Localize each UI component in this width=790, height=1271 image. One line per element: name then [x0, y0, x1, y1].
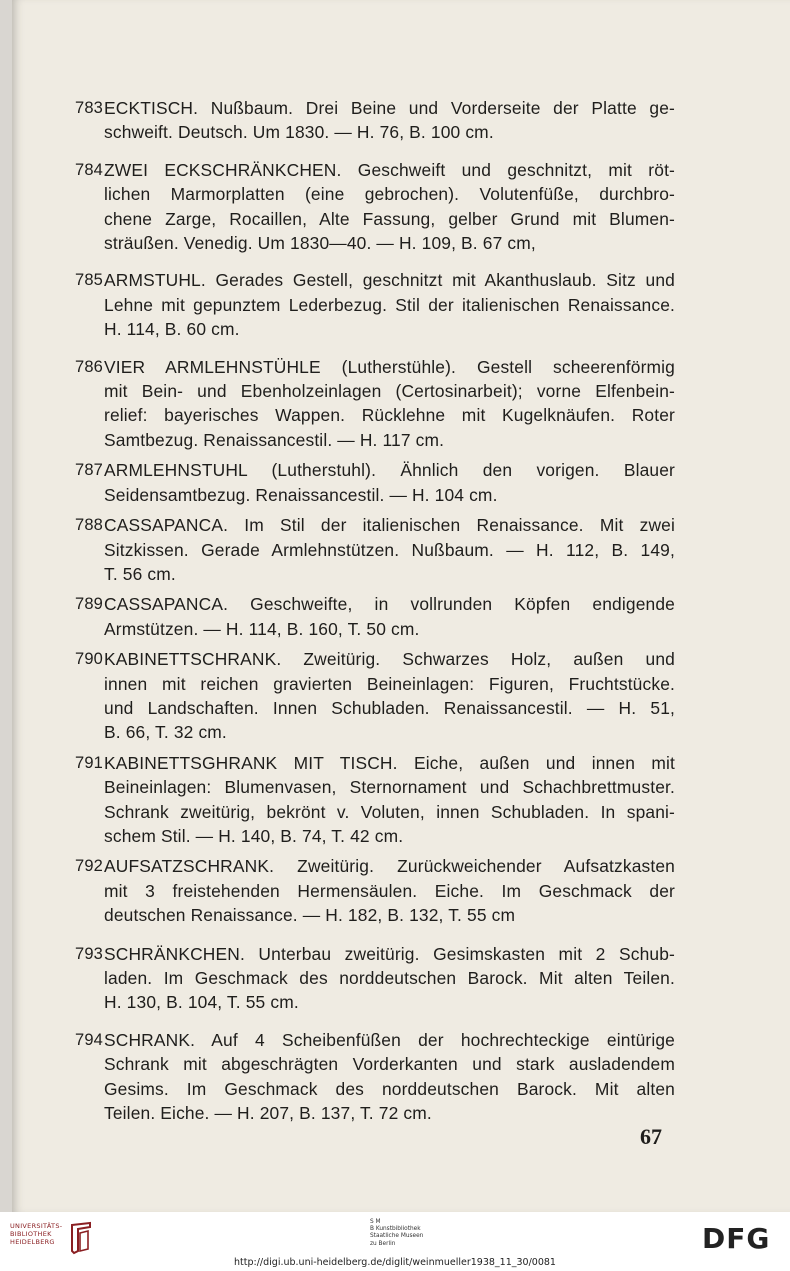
smb-logo-text: [370, 1219, 423, 1248]
entry-line: lichen Marmorplatten (eine gebrochen). Volutenfüße, durchbro-: [104, 184, 675, 205]
entry-text: [104, 942, 675, 1015]
entry-text: [104, 458, 675, 507]
entry-line: B. 66, T. 32 cm.: [104, 722, 227, 743]
entry-line: ARMLEHNSTUHL (Lutherstuhl). Ähnlich den vorigen. Blauer: [104, 460, 675, 481]
entry-number: 788: [75, 516, 103, 535]
entry-text: [104, 96, 675, 145]
entry-line: laden. Im Geschmack des norddeutschen Barock. Mit alten Teilen.: [104, 968, 675, 988]
entry-line: Samtbezug. Renaissancestil. — H. 117 cm.: [104, 429, 445, 450]
entry-line: Seidensamtbezug. Renaissancestil. — H. 104 cm.: [104, 484, 498, 505]
entry-line: Sitzkissen. Gerade Armlehnstützen. Nußbaum. — H. 112, B. 149,: [104, 539, 675, 560]
catalog-entry: [75, 647, 675, 745]
entry-line: Schrank zweitürig, bekrönt v. Voluten, innen Schubladen. In spani-: [104, 801, 675, 822]
entry-number: 787: [75, 461, 103, 480]
entry-line: deutschen Renaissance. — H. 182, B. 132, T. 55 cm: [104, 905, 516, 926]
entry-line: SCHRÄNKCHEN. Unterbau zweitürig. Gesimskasten mit 2 Schub-: [104, 943, 675, 964]
entry-line: Teilen. Eiche. — H. 207, B. 137, T. 72 cm.: [104, 1103, 432, 1124]
entry-text: [104, 1028, 675, 1126]
entry-line: chene Zarge, Rocaillen, Alte Fassung, gelber Grund mit Blumen-: [104, 208, 675, 229]
entry-number: 794: [75, 1030, 103, 1049]
page-number: 67: [640, 1124, 662, 1149]
entry-number: 783: [75, 99, 103, 117]
entry-line: AUFSATZSCHRANK. Zweitürig. Zurückweichender Aufsatzkasten: [104, 856, 675, 877]
university-line-1: UNIVERSITÄTS-: [10, 1222, 63, 1230]
entry-text: [104, 158, 675, 256]
entry-text: [104, 854, 675, 927]
entry-line: relief: bayerisches Wappen. Rücklehne mit Kugelknäufen. Roter: [104, 405, 675, 426]
catalog-entry: [75, 355, 675, 453]
university-line-3: HEIDELBERG: [10, 1238, 55, 1246]
catalog-entry: [75, 942, 675, 1015]
university-logo-icon: [68, 1221, 94, 1255]
entry-number: 785: [75, 271, 103, 290]
catalog-entry: [75, 268, 675, 341]
entry-number: 791: [75, 753, 103, 772]
catalog-entry: [75, 592, 675, 641]
entry-line: innen mit reichen gravierten Beineinlagen: Figuren, Fruchtstücke.: [104, 673, 675, 694]
catalog-entry: [75, 751, 675, 849]
catalog-entry: [75, 158, 675, 256]
entry-text: [104, 355, 675, 453]
catalog-entries: [75, 96, 675, 1125]
entry-line: KABINETTSCHRANK. Zweitürig. Schwarzes Holz, außen und: [104, 649, 675, 670]
entry-number: 784: [75, 160, 103, 179]
entry-number: 789: [75, 595, 103, 614]
entry-line: schem Stil. — H. 140, B. 74, T. 42 cm.: [104, 825, 404, 846]
entry-line: Gesims. Im Geschmack des norddeutschen Barock. Mit alten: [104, 1078, 675, 1099]
entry-line: H. 114, B. 60 cm.: [104, 319, 240, 340]
entry-line: H. 130, B. 104, T. 55 cm.: [104, 992, 299, 1013]
entry-line: ZWEI ECKSCHRÄNKCHEN. Geschweift und geschnitzt, mit röt-: [104, 159, 675, 180]
entry-line: Beineinlagen: Blumenvasen, Sternornament und Schachbrettmuster.: [104, 777, 675, 798]
entry-line: Armstützen. — H. 114, B. 160, T. 50 cm.: [104, 618, 420, 639]
entry-line: CASSAPANCA. Im Stil der italienischen Renaissance. Mit zwei: [104, 515, 675, 536]
entry-line: CASSAPANCA. Geschweifte, in vollrunden Köpfen endigende: [104, 594, 675, 615]
entry-text: [104, 751, 675, 849]
entry-line: und Landschaften. Innen Schubladen. Renaissancestil. — H. 51,: [104, 697, 675, 718]
source-url[interactable]: http://digi.ub.uni-heidelberg.de/diglit/weinmueller1938_11_30/0081: [234, 1257, 556, 1268]
entry-line: KABINETTSGHRANK MIT TISCH. Eiche, außen und innen mit: [104, 752, 675, 773]
smb-line-3: Staatliche Museen: [370, 1233, 424, 1240]
entry-line: sträußen. Venedig. Um 1830—40. — H. 109, B. 67 cm,: [104, 233, 536, 254]
catalog-entry: [75, 513, 675, 586]
university-library-label: [10, 1222, 62, 1246]
catalog-entry: [75, 854, 675, 927]
dfg-logo: DFG: [702, 1222, 771, 1255]
catalog-entry: [75, 96, 675, 145]
entry-line: T. 56 cm.: [104, 563, 176, 584]
smb-line-1: S M: [370, 1219, 381, 1225]
catalog-entry: [75, 1028, 675, 1126]
smb-line-2: B Kunstbibliothek: [370, 1226, 421, 1233]
university-line-2: BIBLIOTHEK: [10, 1230, 52, 1238]
entry-line: schweift. Deutsch. Um 1830. — H. 76, B. 100 cm.: [104, 122, 494, 143]
entry-line: mit Bein- und Ebenholzeinlagen (Certosinarbeit); vorne Elfenbein-: [104, 381, 675, 402]
entry-text: [104, 647, 675, 745]
entry-text: [104, 592, 675, 641]
entry-line: VIER ARMLEHNSTÜHLE (Lutherstühle). Gestell scheerenförmig: [104, 356, 675, 377]
entry-line: SCHRANK. Auf 4 Scheibenfüßen der hochrechteckige eintürige: [104, 1029, 675, 1050]
entry-line: ARMSTUHL. Gerades Gestell, geschnitzt mit Akanthuslaub. Sitz und: [104, 270, 675, 291]
entry-line: mit 3 freistehenden Hermensäulen. Eiche. Im Geschmack der: [104, 880, 675, 901]
entry-number: 786: [75, 357, 103, 376]
catalog-entry: [75, 458, 675, 507]
entry-line: Schrank mit abgeschrägten Vorderkanten und stark ausladendem: [104, 1054, 675, 1075]
smb-line-4: zu Berlin: [370, 1240, 396, 1247]
entry-text: [104, 268, 675, 341]
entry-number: 793: [75, 944, 103, 963]
entry-line: Lehne mit gepunztem Lederbezug. Stil der italienischen Renaissance.: [104, 294, 675, 315]
entry-line: ECKTISCH. Nußbaum. Drei Beine und Vorderseite der Platte ge-: [104, 98, 675, 118]
entry-number: 792: [75, 857, 103, 876]
entry-text: [104, 513, 675, 586]
entry-number: 790: [75, 650, 103, 669]
